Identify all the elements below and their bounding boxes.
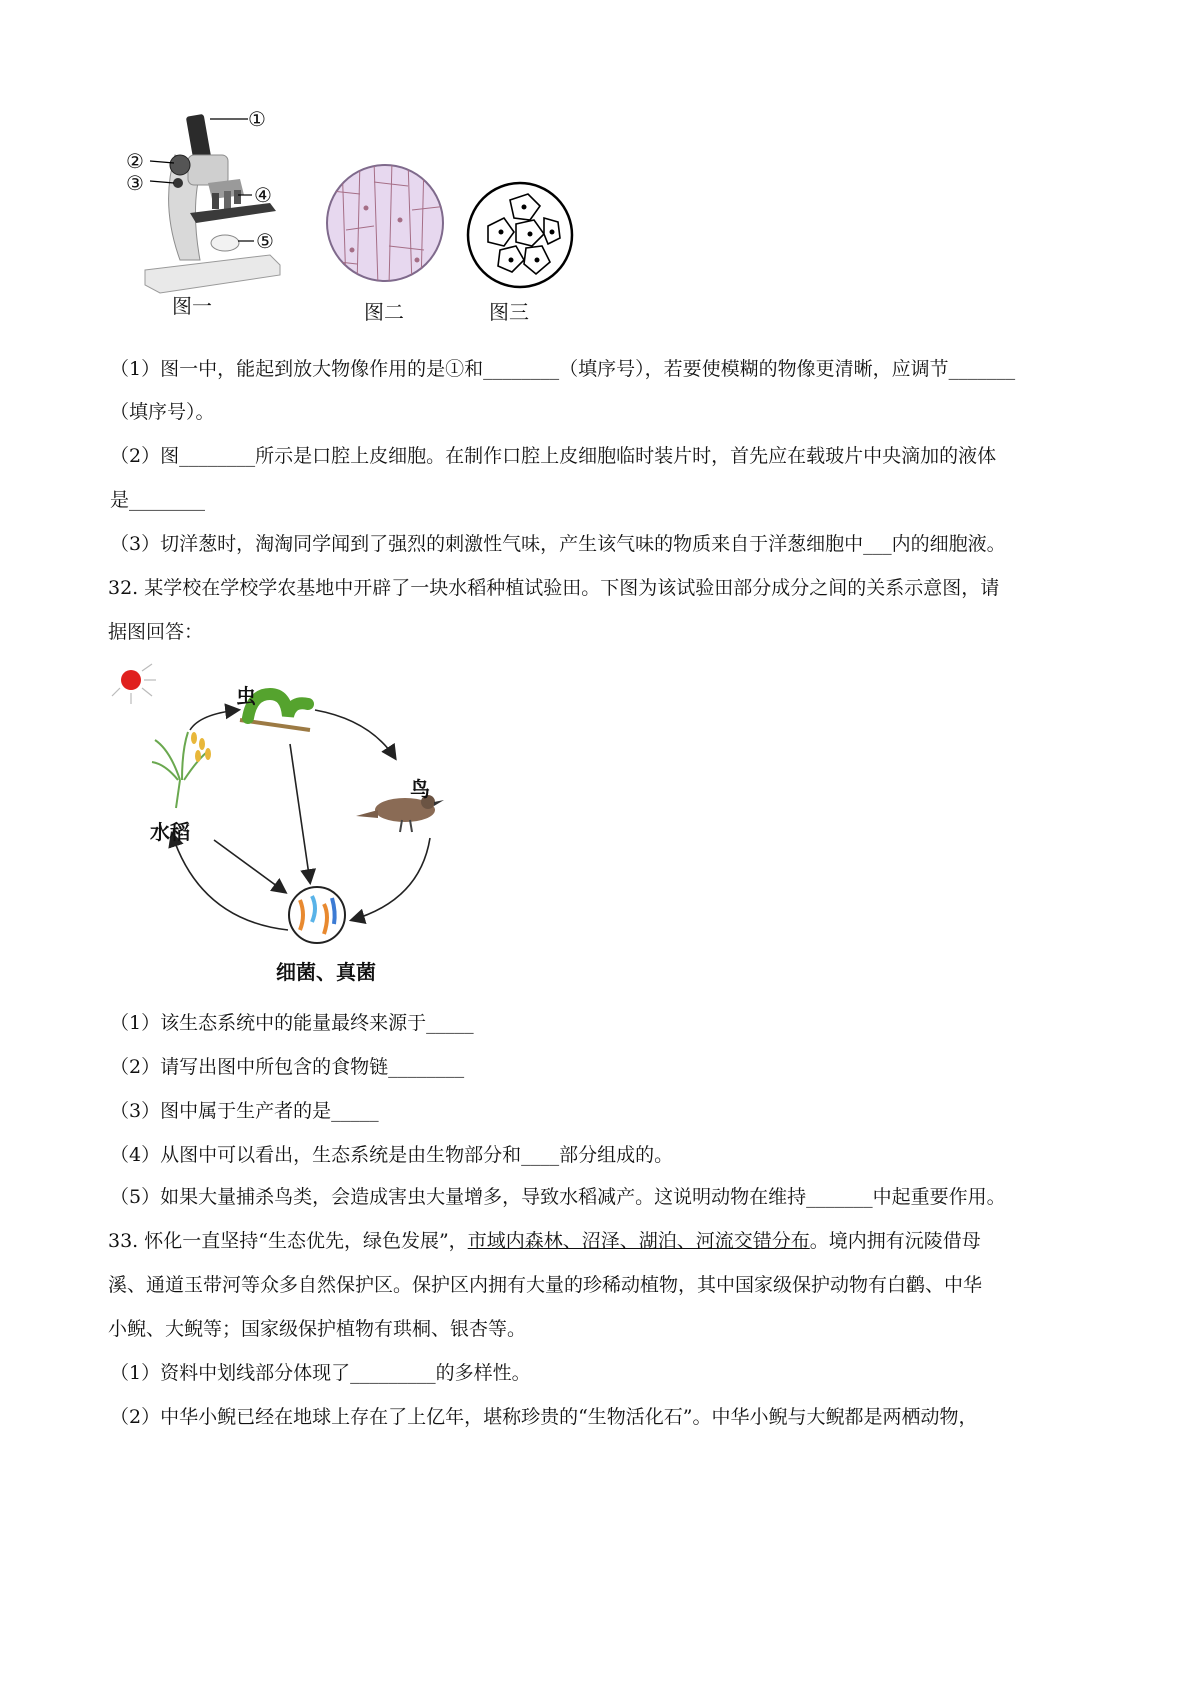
- microscope-illustration: [120, 95, 310, 325]
- callout-5: ⑤: [256, 229, 274, 253]
- q32-sub-1: （1）该生态系统中的能量最终来源于_____: [110, 1012, 474, 1034]
- q31-line-1: （1）图一中，能起到放大物像作用的是①和________（填序号），若要使模糊的物像更清晰，应调节_______: [110, 358, 1016, 380]
- q32-line-1: 32. 某学校在学校学农基地中开辟了一块水稻种植试验田。下图为该试验田部分成分之间的关系示意图，请: [108, 577, 1000, 599]
- arrow-bird-to-decomposer: [352, 838, 430, 920]
- q31-line-3: （2）图________所示是口腔上皮细胞。在制作口腔上皮细胞临时装片时，首先应在载玻片中央滴加的液体: [110, 445, 997, 467]
- bird-label: 鸟: [410, 777, 430, 801]
- insect-label: 虫: [236, 684, 256, 708]
- callout-2: ②: [126, 149, 144, 173]
- figure-onion-cells: [322, 160, 448, 286]
- q33-sub-2: （2）中华小鲵已经在地球上存在了上亿年，堪称珍贵的“生物活化石”。中华小鲵与大鲵都是两栖动物，: [110, 1406, 978, 1428]
- callout-3: ③: [126, 171, 144, 195]
- callout-4: ④: [254, 183, 272, 207]
- rice-label: 水稻: [150, 820, 190, 844]
- arrow-rice-to-insect: [190, 710, 238, 730]
- q33-underlined-phrase: 市域内森林、沼泽、湖泊、河流交错分布: [467, 1230, 810, 1252]
- figure3-label: 图三: [489, 300, 529, 324]
- q32-sub-5: （5）如果大量捕杀鸟类，会造成害虫大量增多，导致水稻减产。这说明动物在维持_______中起重要作用。: [110, 1186, 1006, 1208]
- bird-icon: [356, 795, 444, 832]
- callout-1: ①: [248, 107, 266, 131]
- arrow-insect-to-decomposer: [290, 744, 310, 882]
- q33-line-1-end: 。境内拥有沅陵借母: [809, 1230, 981, 1252]
- q32-sub-3: （3）图中属于生产者的是_____: [110, 1100, 379, 1122]
- figure-microscope: [120, 95, 310, 325]
- q33-line-1: [108, 1228, 981, 1254]
- q33-line-1-start: 33. 怀化一直坚持“生态优先，绿色发展”，: [108, 1230, 468, 1252]
- microbe-icon: [289, 887, 345, 943]
- ecosystem-diagram: [110, 660, 470, 990]
- q31-line-4: 是________: [110, 489, 206, 511]
- q32-line-2: 据图回答：: [108, 621, 204, 643]
- q31-line-2: （填序号）。: [110, 401, 215, 423]
- figure2-label: 图二: [364, 300, 404, 324]
- arrow-insect-to-bird: [315, 710, 395, 758]
- arrow-rice-to-decomposer: [214, 840, 285, 892]
- decomposer-label: 细菌、真菌: [276, 960, 376, 984]
- q31-line-5: （3）切洋葱时，淘淘同学闻到了强烈的刺激性气味，产生该气味的物质来自于洋葱细胞中___内的细胞液。: [110, 533, 1006, 555]
- q33-sub-1: （1）资料中划线部分体现了_________的多样性。: [110, 1362, 531, 1384]
- q33-line-2: 溪、通道玉带河等众多自然保护区。保护区内拥有大量的珍稀动植物，其中国家级保护动物有白鹳、中华: [108, 1274, 983, 1296]
- q33-line-3: 小鲵、大鲵等；国家级保护植物有珙桐、银杏等。: [108, 1318, 527, 1340]
- figure1-label: 图一: [172, 294, 212, 318]
- sun-icon: [112, 664, 156, 704]
- q32-sub-4: （4）从图中可以看出，生态系统是由生物部分和____部分组成的。: [110, 1144, 674, 1166]
- figure-cheek-cells: [460, 180, 580, 290]
- q32-sub-2: （2）请写出图中所包含的食物链________: [110, 1056, 465, 1078]
